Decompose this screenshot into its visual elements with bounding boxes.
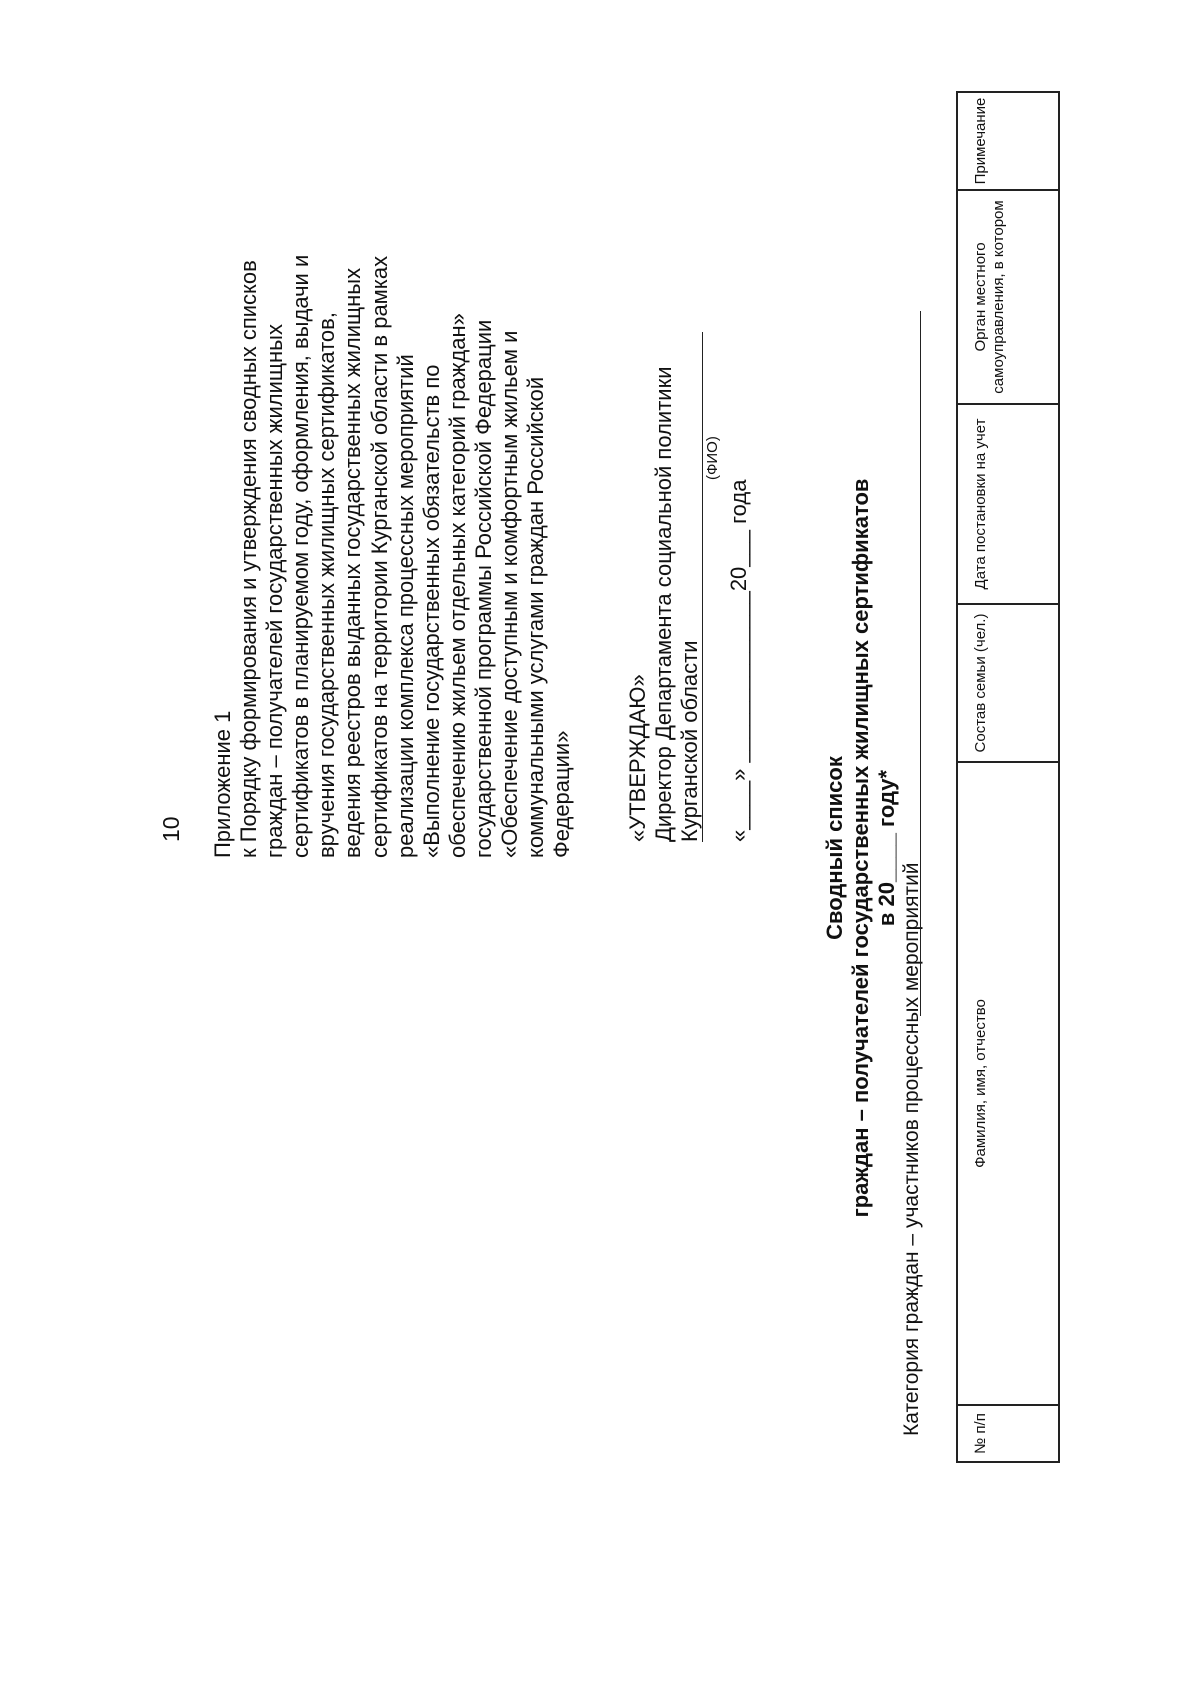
col-header-note: Примечание [957, 92, 1059, 190]
appendix-line: обеспечению жильем отдельных категорий граждан» [444, 313, 470, 858]
col-header-registration-date: Дата постановки на учет [957, 404, 1059, 604]
appendix-line: Приложение 1 [210, 710, 235, 858]
fio-caption: (ФИО) [704, 436, 721, 480]
appendix-line: государственной программы Российской Федерации [470, 319, 496, 858]
approval-position: Курганской области [677, 640, 702, 842]
category-label: Категория граждан – участников процессных мероприятий [900, 862, 923, 1436]
appendix-line: к Порядку формирования и утверждения сводных списков [236, 260, 262, 858]
approval-date-line: «____» ______________20___ года [726, 479, 751, 842]
approval-position: Директор Департамента социальной политики [651, 366, 676, 842]
category-fill-line [920, 311, 921, 1016]
title-line: в 20____ году* [874, 769, 899, 927]
title-line: граждан – получателей государственных жилищных сертификатов [848, 478, 873, 1218]
appendix-line: граждан – получателей государственных жилищных [262, 324, 288, 858]
title-line: Сводный список [822, 756, 847, 940]
appendix-line: Федерации» [549, 730, 575, 858]
approval-block [625, 366, 703, 842]
document-title [822, 298, 900, 1398]
appendix-line: ведения реестров выданных государственных жилищных [340, 267, 366, 858]
appendix-line: сертификатов в планируемом году, оформления, выдачи и [288, 254, 314, 858]
page-number: 10 [158, 816, 184, 842]
appendix-line: коммунальными услугами граждан Российской [523, 376, 549, 858]
table-header-row [957, 92, 1059, 1462]
appendix-note [210, 136, 575, 858]
col-header-full-name: Фамилия, имя, отчество [957, 762, 1059, 1405]
col-header-number: № п/п [957, 1405, 1059, 1462]
appendix-line: сертификатов на территории Курганской области в рамках [366, 255, 392, 858]
recipients-table [956, 91, 1060, 1463]
appendix-line: «Обеспечение доступным и комфортным жильем и [497, 330, 523, 858]
approval-heading: «УТВЕРЖДАЮ» [625, 674, 650, 842]
signature-line [702, 332, 703, 842]
col-header-family-size: Состав семьи (чел.) [957, 604, 1059, 762]
appendix-line: «Выполнение государственных обязательств по [418, 364, 444, 858]
appendix-line: реализации комплекса процессных мероприятий [392, 354, 418, 858]
appendix-line: вручения государственных жилищных сертификатов, [314, 312, 340, 858]
col-header-local-authority: Орган местного самоуправления, в котором [957, 190, 1059, 404]
